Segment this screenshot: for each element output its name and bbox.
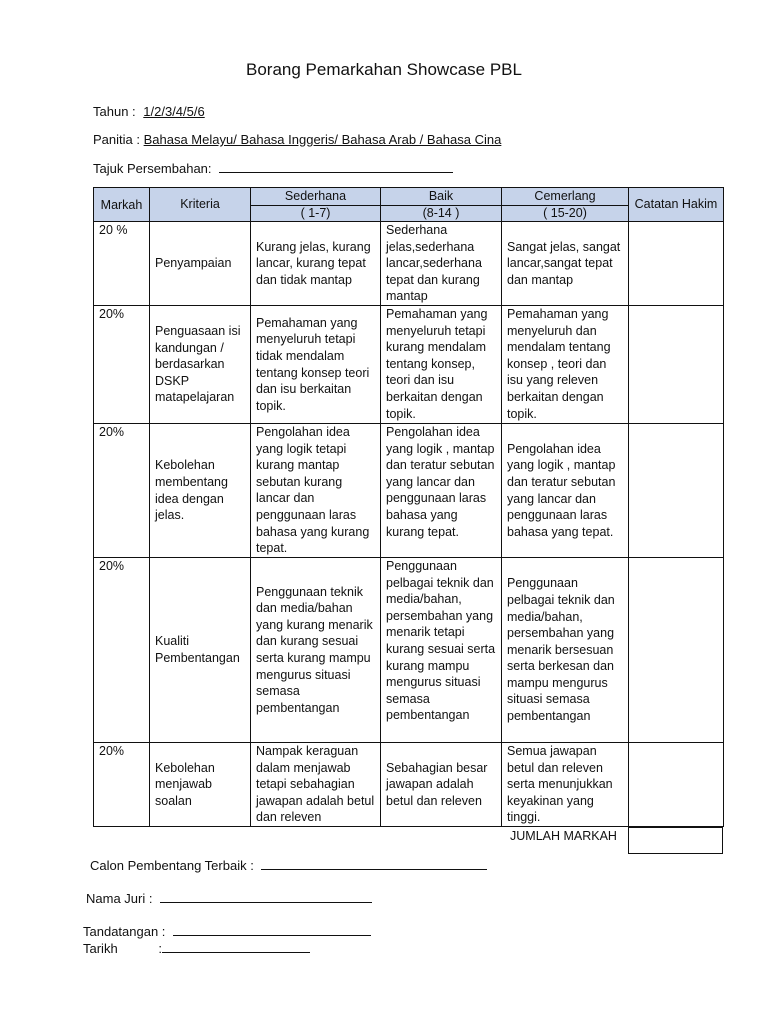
baik-cell: Pemahaman yang menyeluruh tetapi kurang mendalam tentang konsep, teori dan isu berkaitan dengan topik. [381,306,502,424]
header-baik: Baik [381,188,502,206]
catatan-cell[interactable] [629,743,724,827]
tarikh-label: Tarikh [83,941,118,956]
table-row [94,222,724,306]
cemerlang-cell: Sangat jelas, sangat lancar,sangat tepat dan mantap [502,222,629,306]
table-row [94,558,724,743]
cemerlang-cell: Penggunaan pelbagai teknik dan media/bahan, persembahan yang menarik bersesuan serta berkesan dan mampu mengurus situasi semasa pembentangan [502,558,629,743]
markah-cell: 20% [94,424,150,558]
rubric-table [93,187,724,827]
kriteria-cell: Penyampaian [150,222,251,306]
header-markah: Markah [94,188,150,222]
tarikh-separator: : [158,941,162,956]
tahun-value: 1/2/3/4/5/6 [143,104,205,119]
header-sederhana: Sederhana [251,188,381,206]
tajuk-input-line[interactable] [219,160,453,173]
header-cemerlang: Cemerlang [502,188,629,206]
header-cemerlang-range: ( 15-20) [502,206,629,222]
tahun-label: Tahun : [93,104,136,119]
table-row [94,424,724,558]
calon-label: Calon Pembentang Terbaik : [90,858,254,873]
tandatangan-field [83,923,371,939]
jumlah-markah-box[interactable] [628,827,723,854]
table-row [94,743,724,827]
sederhana-cell: Kurang jelas, kurang lancar, kurang tepat dan tidak mantap [251,222,381,306]
kriteria-cell: Penguasaan isi kandungan / berdasarkan DSKP matapelajaran [150,306,251,424]
header-catatan: Catatan Hakim [629,188,724,222]
nama-juri-label: Nama Juri : [86,891,153,906]
baik-cell: Pengolahan idea yang logik , mantap dan teratur sebutan yang lancar dan penggunaan laras bahasa yang kurang tepat. [381,424,502,558]
tarikh-field [83,940,310,956]
markah-cell: 20% [94,558,150,743]
kriteria-cell: Kebolehan membentang idea dengan jelas. [150,424,251,558]
kriteria-cell: Kualiti Pembentangan [150,558,251,743]
sederhana-cell: Pemahaman yang menyeluruh tetapi tidak mendalam tentang konsep teori dan isu berkaitan topik. [251,306,381,424]
header-sederhana-range: ( 1-7) [251,206,381,222]
cemerlang-cell: Pengolahan idea yang logik , mantap dan teratur sebutan yang lancar dan penggunaan laras bahasa yang tepat. [502,424,629,558]
catatan-cell[interactable] [629,306,724,424]
form-title: Borang Pemarkahan Showcase PBL [246,60,522,79]
tarikh-input-line[interactable] [162,940,310,953]
tahun-field [93,104,205,119]
cemerlang-cell: Pemahaman yang menyeluruh dan mendalam tentang konsep , teori dan isu yang releven berkaitan dengan topik. [502,306,629,424]
sederhana-cell: Pengolahan idea yang logik tetapi kurang mantap sebutan kurang lancar dan penggunaan laras bahasa yang kurang tepat. [251,424,381,558]
table-row [94,306,724,424]
cemerlang-cell: Semua jawapan betul dan releven serta menunjukkan keyakinan yang tinggi. [502,743,629,827]
nama-juri-input-line[interactable] [160,890,372,903]
tandatangan-input-line[interactable] [173,923,371,936]
calon-field [90,857,487,873]
sederhana-cell: Nampak keraguan dalam menjawab tetapi sebahagian jawapan adalah betul dan releven [251,743,381,827]
jumlah-markah-label: JUMLAH MARKAH [510,829,617,843]
catatan-cell[interactable] [629,222,724,306]
baik-cell: Sederhana jelas,sederhana lancar,sederhana tepat dan kurang mantap [381,222,502,306]
tajuk-field [93,160,453,176]
panitia-value: Bahasa Melayu/ Bahasa Inggeris/ Bahasa Arab / Bahasa Cina [143,132,502,147]
header-baik-range: (8-14 ) [381,206,502,222]
tandatangan-label: Tandatangan : [83,924,166,939]
nama-juri-field [86,890,372,906]
panitia-label: Panitia : [93,132,140,147]
tajuk-label: Tajuk Persembahan: [93,161,212,176]
catatan-cell[interactable] [629,558,724,743]
markah-cell: 20% [94,743,150,827]
markah-cell: 20% [94,306,150,424]
header-kriteria: Kriteria [150,188,251,222]
catatan-cell[interactable] [629,424,724,558]
baik-cell: Sebahagian besar jawapan adalah betul dan releven [381,743,502,827]
kriteria-cell: Kebolehan menjawab soalan [150,743,251,827]
sederhana-cell: Penggunaan teknik dan media/bahan yang kurang menarik dan kurang sesuai serta kurang mampu mengurus situasi semasa pembentangan [251,558,381,743]
calon-input-line[interactable] [261,857,487,870]
panitia-field [93,132,501,147]
baik-cell: Penggunaan pelbagai teknik dan media/bahan, persembahan yang menarik tetapi kurang sesuai serta kurang mampu mengurus situasi semasa pembentangan [381,558,502,743]
markah-cell: 20 % [94,222,150,306]
